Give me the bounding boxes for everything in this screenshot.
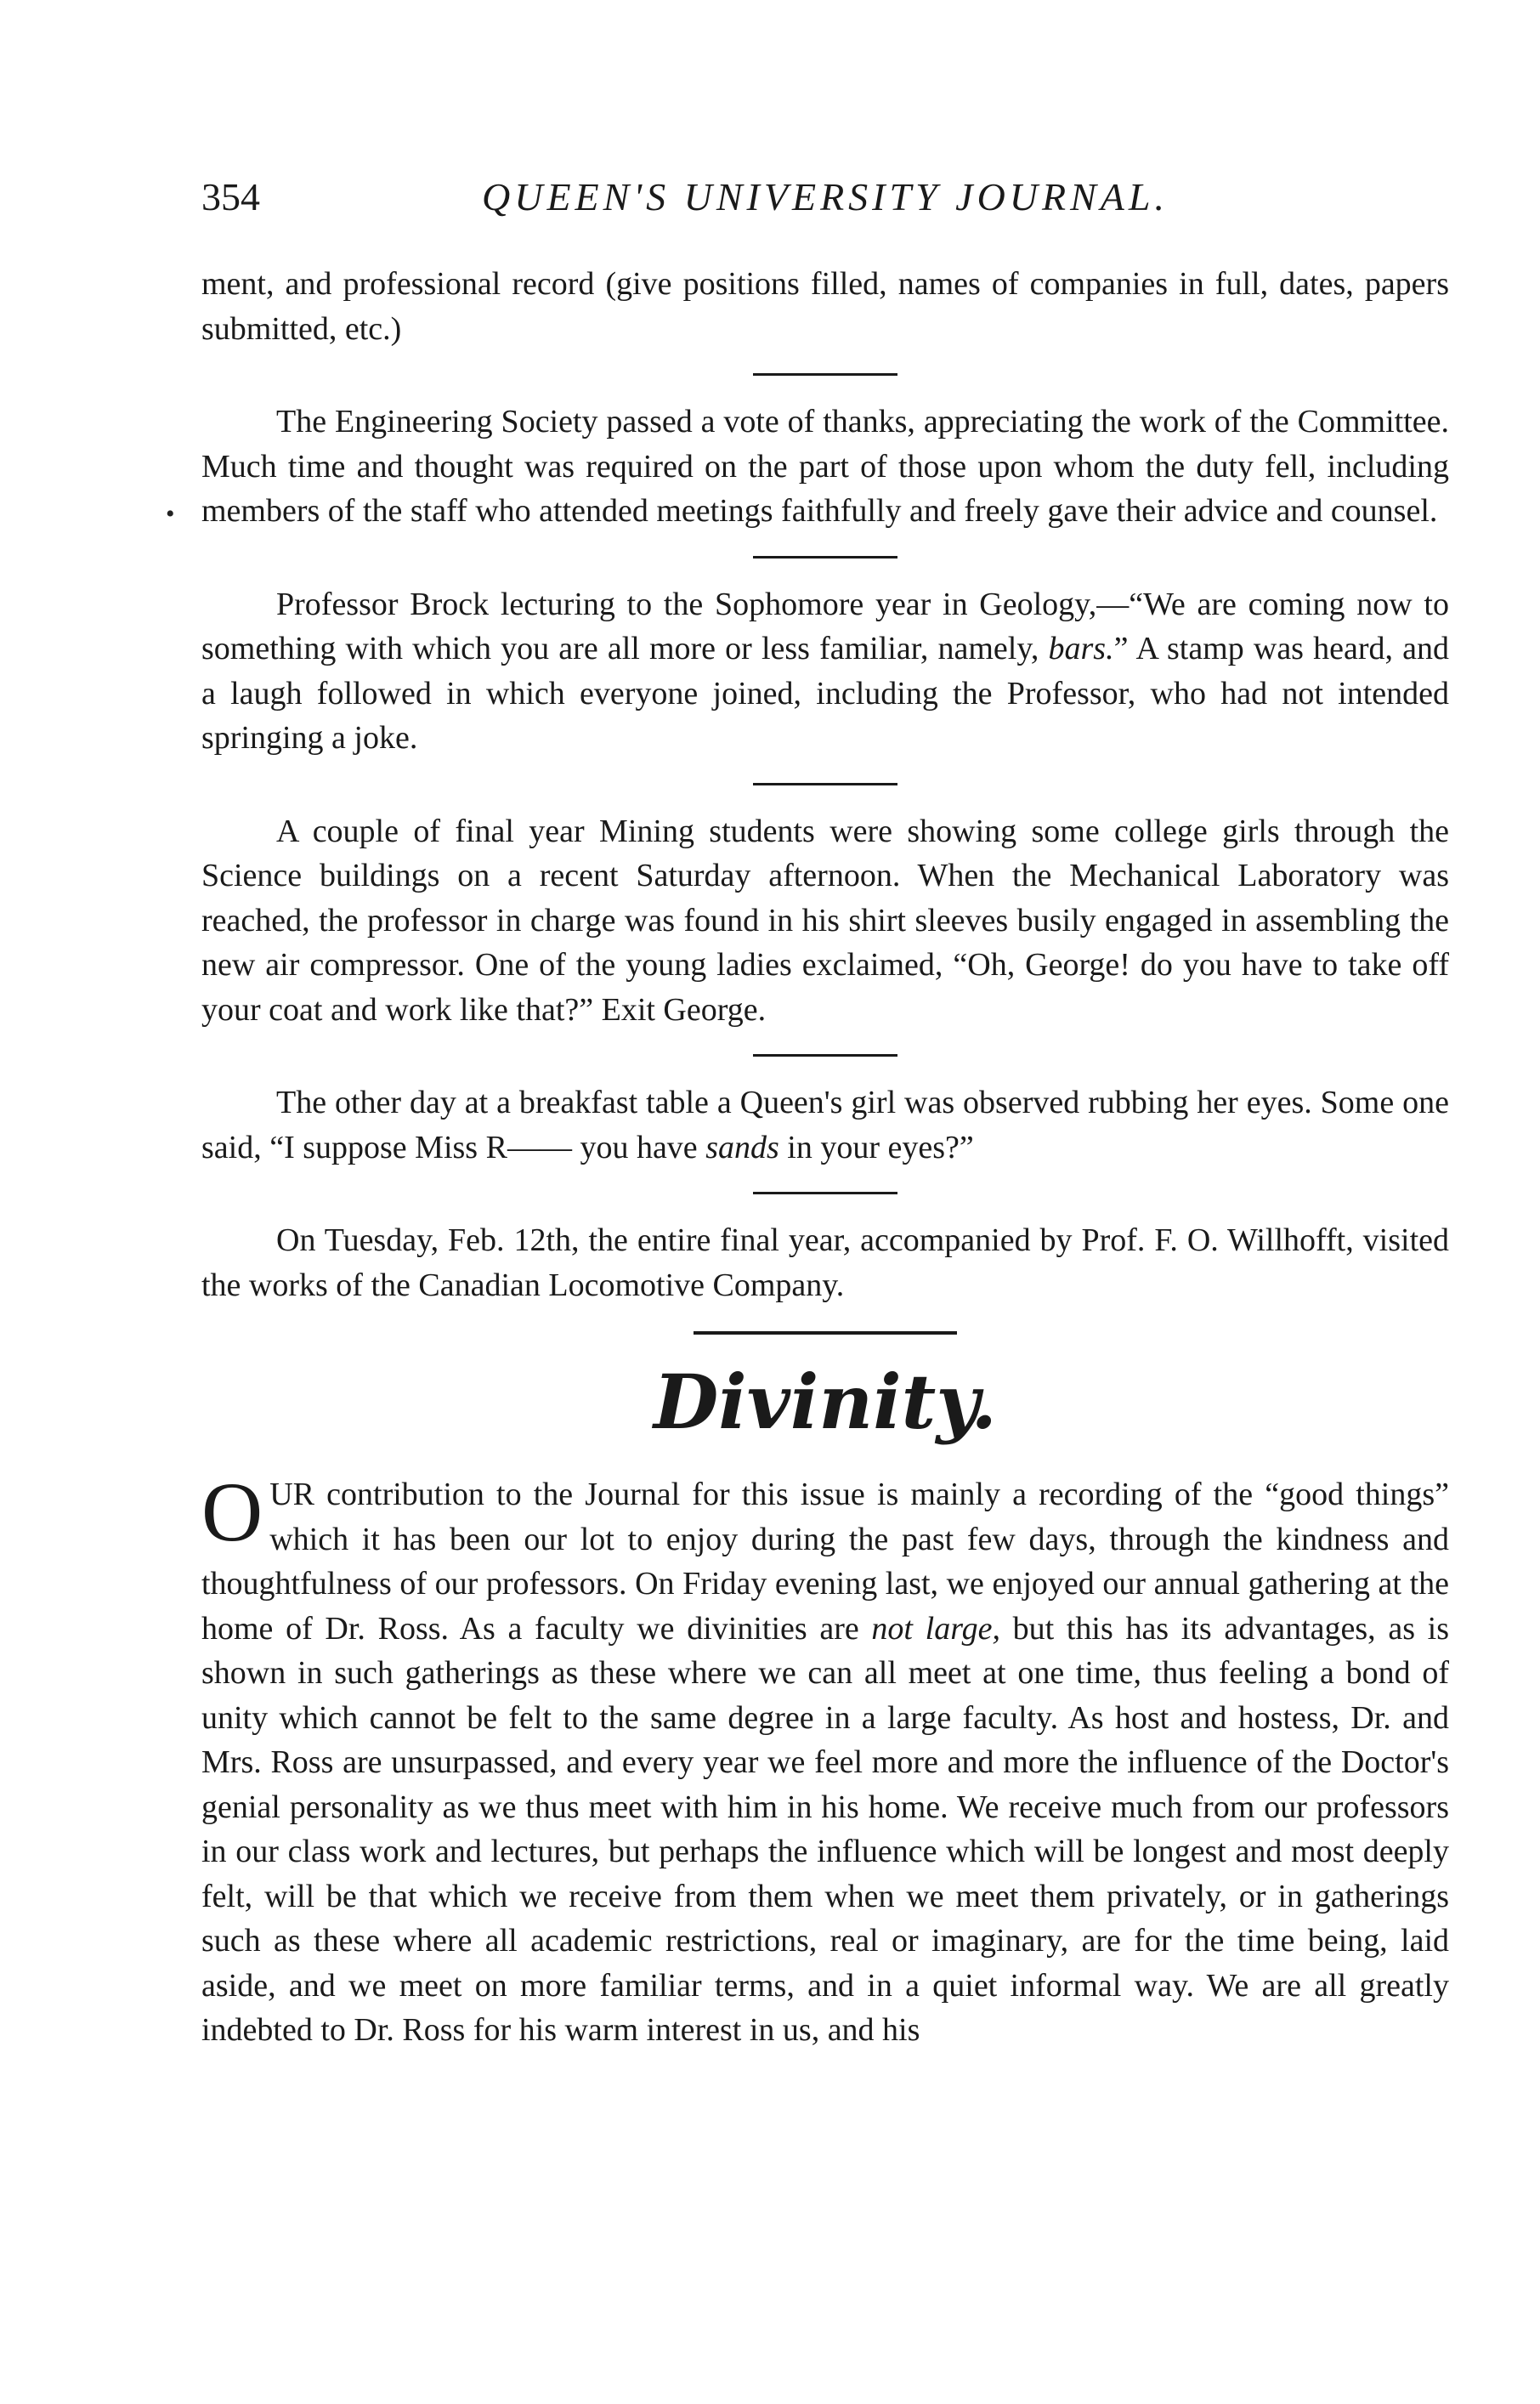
emphasis-text: sands bbox=[705, 1129, 779, 1165]
emphasis-text: bars. bbox=[1048, 631, 1114, 666]
paragraph-breakfast-table bbox=[201, 1080, 1449, 1170]
text-run: ” A stamp was heard, and a laugh followed in which everyone joined, including the Professor, who had not intended springing a joke. bbox=[201, 631, 1450, 756]
paragraph-divinity bbox=[201, 1465, 1450, 2053]
text-run: Professor Brock lecturing to the Sophomore year in Geology,—“We are coming now to something with which you are all more or less familiar, namely, bbox=[201, 586, 1449, 666]
emphasis-text: not large, bbox=[871, 1610, 1000, 1647]
journal-title: QUEEN'S UNIVERSITY JOURNAL. bbox=[482, 175, 1169, 218]
paragraph-mining-students: A couple of final year Mining students were showing some college girls through the Science buildings on a recent Saturday afternoon. When the Mechanical Laboratory was reached, the professor in charge was found in his shirt sleeves busily engaged in assembling the new air compressor. One of the young ladies exclaimed, “Oh, George! do you have to take off your coat and work like that?” Exit George. bbox=[201, 813, 1449, 1028]
paragraph-locomotive-visit: On Tuesday, Feb. 12th, the entire final year, accompanied by Prof. F. O. Willhofft, visited the works of the Canadian Locomotive Company. bbox=[201, 1222, 1449, 1303]
section-heading-divinity: Divinity. bbox=[653, 1358, 998, 1446]
paragraph-professor-brock bbox=[201, 582, 1449, 761]
section-divider-major bbox=[694, 1331, 957, 1335]
section-divider bbox=[753, 373, 897, 376]
paragraph-continued: ment, and professional record (give positions filled, names of companies in full, dates, papers submitted, etc.) bbox=[201, 266, 1449, 347]
running-head bbox=[201, 174, 1451, 234]
text-run: but this has its advantages, as is shown in such gatherings as these where we can all meet at one time, thus feeling a bond of unity which cannot be felt to the same degree in a large faculty. As host and hostess, Dr. and Mrs. Ross are unsurpassed, and every year we feel more and more the influence of the Doctor's genial personality as we thus meet with him in his home. We receive much from our professors in our class work and lectures, but perhaps the influence which will be longest and most deeply felt, will be that which we receive from them when we meet them privately, or in gatherings such as these where all academic restrictions, real or imaginary, are for the time being, laid aside, and we meet on more familiar terms, and in a quiet informal way. We are all greatly indebted to Dr. Ross for his warm interest in us, and his bbox=[201, 1610, 1450, 2048]
page-content bbox=[201, 262, 1449, 2053]
section-divider bbox=[753, 1192, 897, 1194]
drop-cap: O bbox=[201, 1465, 263, 1559]
section-divider bbox=[753, 556, 897, 558]
text-run: UR contribution to the Journal for this issue is mainly a recording of the “good things” which it has been our lot to enjoy during the past few days, through the kindness and thoughtfulness of our professors. On Friday evening last, we enjoyed our annual gathering at the home of Dr. Ross. As a faculty we divinities are bbox=[201, 1477, 1449, 1647]
margin-mark: • bbox=[166, 500, 175, 528]
text-run: in your eyes?” bbox=[778, 1129, 974, 1165]
page-number: 354 bbox=[201, 175, 260, 218]
paragraph-engineering-society: The Engineering Society passed a vote of thanks, appreciating the work of the Committee. Much time and thought was required on the part of those upon whom the duty fell, including members of the staff who attended meetings faithfully and freely gave their advice and counsel. bbox=[201, 404, 1449, 529]
text-run: The other day at a breakfast table a Queen's girl was observed rubbing her eyes. Some one said, “I suppose Miss R—— you have bbox=[201, 1085, 1449, 1165]
section-divider bbox=[753, 783, 897, 785]
section-divider bbox=[753, 1054, 897, 1057]
